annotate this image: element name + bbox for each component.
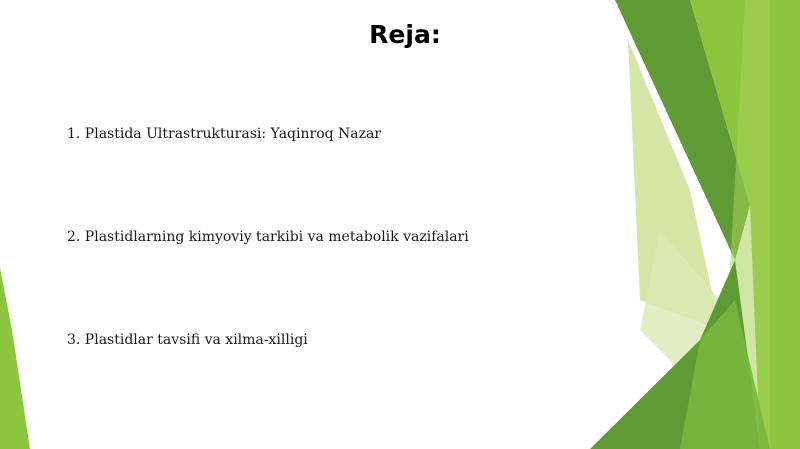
left-edge-facet — [0, 268, 30, 449]
slide-title: Reja: — [369, 20, 441, 49]
agenda-item-3: 3. Plastidlar tavsifi va xilma-xilligi — [67, 332, 308, 348]
agenda-item-2: 2. Plastidlarning kimyoviy tarkibi va metabolik vazifalari — [67, 229, 469, 245]
agenda-item-1: 1. Plastida Ultrastrukturasi: Yaqinroq Nazar — [67, 126, 382, 142]
